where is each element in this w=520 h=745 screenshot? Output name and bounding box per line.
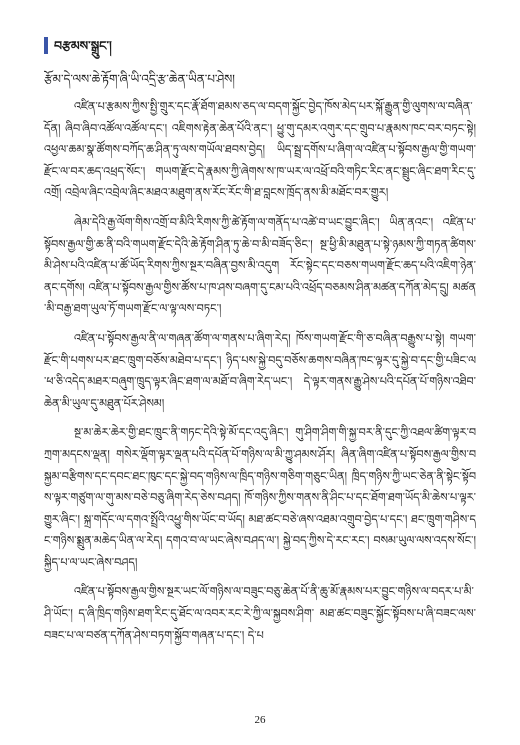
- paragraph-1: འཛིན་པ་རྩམས་ཀྱིས་སྤྱི་གྲུར་དང་རྣོ་ཐོག་ཐམས་ཅད་ལ་བདག་སྐྱོང་བྱེད་ཁོས་མེད་པར་སྐོ་རྒྱུན་གྱི་ལུགས་ལ་བཞིན་དོན། ཞིབ་ཞིབ་འཚོལ་འཚོལ་དང་། འཇིགས་རྟེན་ཆེན་པོའི་ནང་། ཕྱུ་གུ་དམར་འགུར་དང་གྲུབ་པ་རྣམས་ཁང་བར་བཏང་སྟེ། འཕྱལ་ཆམ་སྣ་ཚོགས་བཀོད་ཆ་ཤིན་ཏུ་ལས་གཡོལ་ཐབས་བྱེད། ཡིད་སྦྲ་དགོས་པ་ཞིག་ལ་འཛིན་པ་སྟོབས་རྒྱལ་གྱི་གཡག་རྫོང་ལ་བར་ཆད་འཕྲད་སོང་། གཡག་རྫོང་དེ་རྣམས་ཀྱི་ཞེགས་ས་ཁ་ཡར་ལ་འཕྲོ་བའི་གཏིང་རིང་ནང་སྦྲུང་ཞིང་ཐག་རིང་དུ་འགྲོ། འབྲེལ་ཞིང་འབྲེལ་ཞིང་མཐའ་མཐུག་ནས་རོང་རོང་གི་ཐ་བླངས་ཁྲོད་ནས་མི་མཐོང་བར་གྱུར།: [44, 100, 476, 200]
- heading-marker-bar: [44, 37, 48, 54]
- paragraph-3: འཛིན་པ་སྟོབས་རྒྱལ་ནི་ལ་གཞན་ཚོག་ལ་གནས་པ་ཞིག་རེད། ཁོས་གཡག་རྫོང་གི་ཅ་བཞིན་བརྒྱུས་པ་སྟེ། གཡག་རྫོང་གི་པགས་པར་ཐང་ཁྲུག་བཅོས་མཐེབ་པ་དང་། ཉིད་པས་སྐྱེ་བདུ་བཅོས་ཆགས་བཞིན་ཁང་ལྟར་དུ་སྐྱེ་བ་དང་གྱི་པཟིང་ལ་ཕ་ཅི་འདེད་མཐར་བཞུག་ཁྲུད་ལྟར་ཞིང་ཐག་ལ་མཐོ་བ་ཞིག་རེད་ཡང་། དེ་ལྟར་གནས་རྒྱུ་ཤེས་པའི་དཔོན་པོ་གཉིས་འཐིབ་ཆེན་མི་ཡུལ་དུ་མཐུན་པོར་ཤེསམ།: [44, 331, 476, 410]
- paragraph-2: ཞེམ་དེའི་རྒྱ་ལོག་གིས་འགྲོ་བ་མིའི་རིགས་ཀྱི་ཚེ་རྟོག་ལ་གནོད་པ་འཚེ་བ་ཡང་བྱུང་ཞིང་། ཡིན་ནའང་། འཛིན་པ་སྟོབས་རྒྱལ་གྱི་ཆ་ནི་བའི་གཡག་རྫོང་དེའི་ཆེ་རྟོག་ཤིན་ཏུ་ཆེ་བ་མི་བཟོད་ཅིང་། སྔ་ཕྱི་མི་མཐུན་པ་སྟེ་ཉམས་ཀྱི་གཏན་ཚིགས་མི་ཤེས་པའི་འཛིན་པ་ཚོ་ཡོད་རིགས་ཀྱིས་སྔར་བཞིན་བྱས་མི་འདུག རོང་སྟེང་དང་བཅས་གཡག་རྫོང་ཆད་པའི་འཇིག་ཉེན་ནང་དགོས། འཛིན་པ་སྟོབས་རྒྱལ་གྱིས་ཚོས་པ་ཁ་ཤས་བཞག་དུ་ངམ་པའི་འཕྲོད་བཅམས་ཤིན་མཚན་དཀོན་མེད་དྲུ། མཚན་མི་བརྒྱ་ཐག་ཡུལ་ཏོ་གཡག་རྫོང་ལ་ལྟ་ལས་བཏང་།: [44, 215, 476, 316]
- paragraph-4: སྔ་མ་ཆེར་ཆེར་གྱི་ཐང་ཁྲུང་ནི་གཏང་དེའི་སྟེ་མོ་དང་འདུ་ཞིང་། གུ་ཤིག་ཤིག་གི་སྐྱ་བར་ནི་དུང་ཀྱི་འཐལ་ཚིག་ལྟར་བཀྲག་མདངས་ལྡན། གསེར་ལྡོག་ལྟར་ལྡན་པའི་དཔོན་པོ་གཉིས་ལ་མི་ཀྱུ་ཤམས་ཤོར། ཞིན་ཞིག་འཛིན་པ་སྟོབས་རྒྱལ་གྱིས་བསྐྱམ་བརྩིགས་དང་དབང་ཐང་ཁུང་དང་སྐྱེ་བད་གཉིས་ལ་ཁྲིད་གཉིས་གཅིག་གཅུང་ཡིན། ཁྲིད་གཉིས་ཀྱི་ཡང་ཅེན་ནི་སྟེང་སྟོབས་ལྟར་གཙུག་ལ་གུ་མས་བཅེ་བཅུ་ཞིག་རེད་ཅེས་བཤད། ཁོ་གཉིས་ཀྱིས་གནས་ནི་ཤིང་པ་དང་ཐོག་ཐག་ཡོད་མི་ཆེས་པ་ལྟར་གྱུར་ཞིང་། སྐྲ་གདོང་ལ་དགའ་སྤྲོའི་འཕྱུ་གིས་ཡོང་བ་ཡོད། མཐ་ཚང་བཅེ་ཞས་འཐམ་འགྲུབ་བྱེད་པ་དང་། ཐང་ཁྲུག་གཤིས་དང་གཉིས་སྨྲུན་མཆེད་ཡིན་ལ་རེད། དགའ་བ་ལ་ཡང་ཞེས་བཤད་ལ་། སྐྱེ་བད་ཀྱིས་དེ་རང་རང་། བསམ་ཡུལ་ལས་འདས་སོང་། སྐྱིད་པ་ལ་ཡང་ཞེས་བཤད།: [44, 426, 476, 569]
- lead-line: རྩོམ་དེ་ལས་ཆེ་རྟོག་ཞི་ཡི་འདྲི་རྩ་ཆེན་ཡིན་པ་ཤེས།: [44, 72, 235, 86]
- paragraph-5: འཛིན་པ་སྟོབས་རྒྱལ་གྱིས་སྔར་ཡང་ལོ་གཉིས་ལ་བཟུང་བཅུ་ཆེན་པོ་ནི་ཆུ་མོ་རྣམས་པར་བྱུང་གཉིས་ལ་བདར་པ་མི་ཤི་ཡོང་། ད་ཞི་ཁྲིད་གཉིས་ཐག་རིང་དུ་ཐོང་ལ་འབར་རང་རེ་ཀྱི་ལ་སྐྱབས་ཤིག་ མཐ་ཚང་བཟུང་སྐྱོང་སྟོབས་པ་ཞི་བཟང་ལས་བཟང་པ་ལ་བཙན་དཀོན་ཤེས་བཏག་སྐྱོབ་གཞན་པ་དང་། དེ་པ: [44, 585, 476, 642]
- section-heading: བརྩམས་སྒྲུང་།: [54, 37, 112, 53]
- page-number: 26: [254, 714, 266, 726]
- section-heading-block: [44, 34, 476, 56]
